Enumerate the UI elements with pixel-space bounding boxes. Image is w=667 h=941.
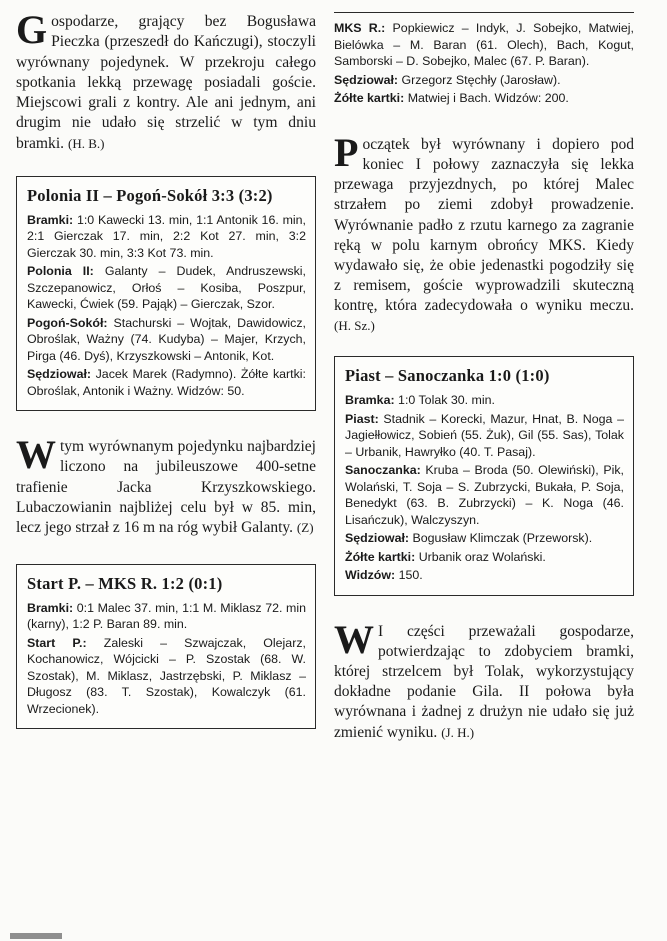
right-paragraph-two xyxy=(334,616,634,743)
row-label: Bramka: xyxy=(345,393,395,408)
row-text: Kruba – Broda (50. Olewiński), Pik, Wolański, T. Soja – S. Zubrzycki, Bukała, P. Soja, Benedykt (63. B. Zubrzycki) – K. Noga (46. Lisańczuk), Walczyszyn. xyxy=(345,463,624,527)
right-paragraph-two-signature: (J. H.) xyxy=(441,724,475,740)
dropcap-g: G xyxy=(16,7,48,52)
left-paragraph-two-text: tym wyrównanym pojedynku najbardziej liczono na jubileuszowe 400-setne trafienie Jacka Krzyszkowskiego. Lubaczowianin najbliżej celu był w 85. min, lecz jego strzał z 16 m na róg wybił Galanty. xyxy=(16,438,316,536)
page-corner-mark xyxy=(10,933,62,939)
left-paragraph-two xyxy=(16,432,316,538)
row-text: Zaleski – Szwajczak, Olejarz, Kochanowicz, Wójcicki – P. Szostak (68. W. Szostak), M. Miklasz, Jastrzębski, P. Miklasz – Długosz (83. T. Szostak), Kowalczyk (61. Wrzecionek). xyxy=(27,635,306,716)
row-text: Galanty – Dudek, Andruszewski, Szczepanowicz, Orłoś – Kosiba, Poszpur, Kawecki, Ćwiek (59. Pająk) – Gierczak, Szor. xyxy=(27,264,306,312)
right-paragraph-one-signature: (H. Sz.) xyxy=(334,318,375,334)
row-text: Urbanik oraz Wolański. xyxy=(418,549,546,564)
match-row-lineup-home xyxy=(345,411,624,461)
match-row-referee xyxy=(334,72,634,89)
match-row-referee xyxy=(345,530,624,547)
row-label: Widzów: xyxy=(345,568,396,583)
row-label: Polonia II: xyxy=(27,264,94,279)
match-report-polonia-pogon xyxy=(16,176,316,411)
dropcap-w: W xyxy=(334,616,374,662)
left-intro-signature: (H. B.) xyxy=(67,135,105,151)
row-text: 1:0 Tolak 30. min. xyxy=(398,393,495,408)
left-paragraph-two-signature: (Z) xyxy=(296,519,314,535)
row-text: Stadnik – Korecki, Mazur, Hnat, B. Noga – Jagiełłowicz, Sobień (55. Żuk), Gil (55. Sas), Tolak – Urbanik, Hawryłko (40. T. Pasaj). xyxy=(345,411,624,459)
row-label: Sędziował: xyxy=(334,72,399,87)
row-label: Żółte kartki: xyxy=(334,91,405,106)
match-row-lineup-away xyxy=(334,20,634,70)
row-text: 0:1 Malec 37. min, 1:1 M. Miklasz 72. min (karny), 1:2 P. Baran 89. min. xyxy=(27,600,306,632)
match-row-cards xyxy=(334,90,634,107)
match-title: Start P. – MKS R. 1:2 (0:1) xyxy=(27,574,223,593)
left-intro-paragraph xyxy=(16,7,316,154)
match-report-start-mks xyxy=(16,564,316,729)
right-paragraph-one xyxy=(334,130,634,336)
row-label: Bramki: xyxy=(27,600,74,615)
row-text: Stachurski – Wojtak, Dawidowicz, Obroślak, Ważny (74. Kudyba) – Majer, Krzych, Pirga (46. Dyś), Krzyszkowski – Antonik, Kot. xyxy=(27,315,306,363)
row-label: Pogoń-Sokół: xyxy=(27,315,108,330)
row-label: Piast: xyxy=(345,411,379,426)
match-row-goals xyxy=(27,600,306,633)
match-row-lineup-away xyxy=(27,315,306,365)
match-row-referee xyxy=(27,366,306,399)
left-intro-text: ospodarze, grający bez Bogusława Pieczka (przeszedł do Kańczugi), stoczyli wyrównany pojedynek. W przekroju całego spotkania lekką przewagę posiadali goście. Miejscowi grali z kontry. Ale ani jednym, ani drugim nie udało się strzelić w tym dniu bramki. xyxy=(16,13,316,152)
match-row-lineup-away xyxy=(345,462,624,528)
match-row-attendance xyxy=(345,567,624,584)
match-row-cards xyxy=(345,549,624,566)
row-text: Popkiewicz – Indyk, J. Sobejko, Matwiej, Bielówka – M. Baran (61. Olech), Bach, Kogut, Samborski – D. Sobejko, Malec (67. P. Baran). xyxy=(334,21,634,69)
right-paragraph-two-text: I części przeważali gospodarze, potwierdzając to zdobyciem bramki, której strzelcem był Tolak, wykorzystujący dokładne podanie Gila. II połowa była wyrównana i żadnej z drużyn nie udało się już zmienić wyniku. xyxy=(334,622,634,741)
row-text: 150. xyxy=(398,568,423,583)
match-lineups-mks xyxy=(334,20,634,109)
row-label: Sanoczanka: xyxy=(345,463,421,478)
row-label: Start P.: xyxy=(27,635,87,650)
dropcap-w: W xyxy=(16,432,56,478)
dropcap-p: P xyxy=(334,130,359,176)
row-text: Bogusław Klimczak (Przeworsk). xyxy=(412,531,593,546)
match-title: Polonia II – Pogoń-Sokół 3:3 (3:2) xyxy=(27,185,273,205)
match-title: Piast – Sanoczanka 1:0 (1:0) xyxy=(345,366,550,386)
match-row-lineup-home xyxy=(27,635,306,718)
top-divider xyxy=(334,12,634,13)
right-paragraph-one-text: oczątek był wyrównany i dopiero pod koniec I połowy zaznaczyła się lekka przewaga przyjezdnych, po której Malec strzałem po ziemi zdobył prowadzenie. Wyrównanie padło z rzutu karnego za zagranie ręką w polu karnym obrońcy MKS. Kiedy wydawało się, że obie jedenastki pogodziły się z remisem, goście wyprowadzili skuteczną kontrę, która zadecydowała o wyniku meczu. xyxy=(334,136,634,315)
match-row-goals xyxy=(27,212,306,262)
row-text: 1:0 Kawecki 13. min, 1:1 Antonik 16. min, 2:1 Gierczak 17. min, 2:2 Kot 27. min, 3:2 Gierczak 30. min, 3:3 Kot 73. min. xyxy=(27,212,306,260)
row-text: Grzegorz Stęchły (Jarosław). xyxy=(401,72,561,87)
two-column-layout xyxy=(14,7,653,931)
left-column xyxy=(14,7,316,931)
row-label: Sędziował: xyxy=(345,531,410,546)
match-report-piast-sanoczanka xyxy=(334,356,634,595)
row-text: Jacek Marek (Radymno). Żółte kartki: Obroślak, Antonik i Ważny. Widzów: 50. xyxy=(27,367,306,398)
match-row-lineup-home xyxy=(27,263,306,313)
row-label: Bramki: xyxy=(27,212,74,227)
row-label: Sędziował: xyxy=(27,367,92,382)
match-row-goal xyxy=(345,392,624,409)
row-text: Matwiej i Bach. Widzów: 200. xyxy=(407,91,569,106)
row-label: Żółte kartki: xyxy=(345,549,416,564)
right-column xyxy=(334,12,634,931)
row-label: MKS R.: xyxy=(334,21,386,35)
